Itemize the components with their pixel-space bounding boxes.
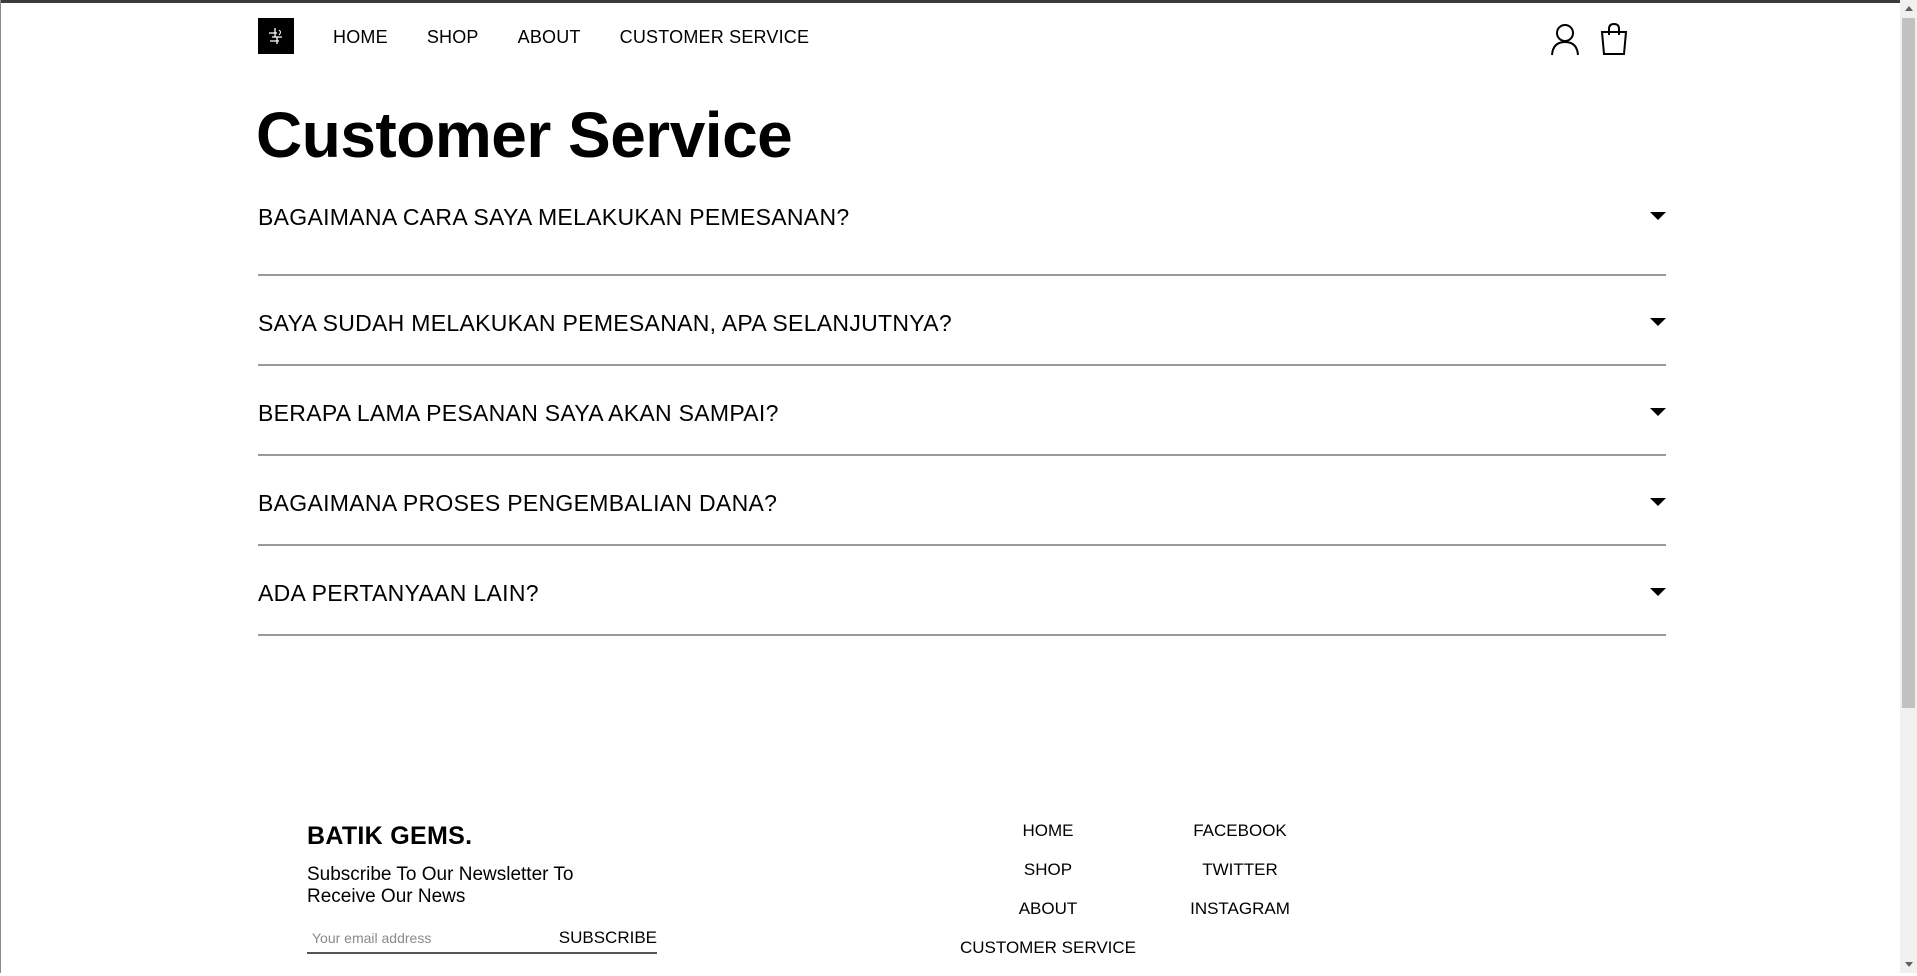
faq-item[interactable]	[258, 546, 1666, 636]
footer-links-social	[1170, 820, 1310, 937]
page-title: Customer Service	[256, 99, 793, 171]
window-top-border	[0, 0, 1917, 3]
nav-customer-service[interactable]: CUSTOMER SERVICE	[619, 27, 810, 47]
faq-item[interactable]	[258, 276, 1666, 366]
scroll-up-button[interactable]	[1900, 0, 1917, 17]
footer-link-instagram[interactable]: INSTAGRAM	[1190, 899, 1290, 918]
footer-link-customer-service[interactable]: CUSTOMER SERVICE	[959, 938, 1137, 957]
faq-item[interactable]	[258, 366, 1666, 456]
scrollbar-thumb[interactable]	[1902, 18, 1915, 708]
faq-question: BAGAIMANA CARA SAYA MELAKUKAN PEMESANAN?	[258, 204, 850, 230]
main-nav	[333, 27, 848, 48]
site-logo[interactable]	[258, 18, 294, 54]
faq-question: SAYA SUDAH MELAKUKAN PEMESANAN, APA SELANJUTNYA?	[258, 310, 952, 336]
caret-down-icon	[1650, 498, 1666, 506]
vertical-scrollbar[interactable]	[1900, 0, 1917, 973]
nav-about[interactable]: ABOUT	[517, 27, 581, 47]
faq-accordion	[258, 186, 1666, 636]
faq-item[interactable]	[258, 456, 1666, 546]
caret-down-icon	[1650, 212, 1666, 220]
faq-question: BERAPA LAMA PESANAN SAYA AKAN SAMPAI?	[258, 400, 779, 426]
batik-logo-icon	[265, 25, 287, 47]
footer-link-facebook[interactable]: FACEBOOK	[1193, 821, 1287, 840]
subscribe-button[interactable]: SUBSCRIBE	[558, 928, 657, 947]
caret-down-icon	[1650, 408, 1666, 416]
shopping-bag-icon[interactable]	[1598, 22, 1630, 56]
caret-down-icon	[1650, 318, 1666, 326]
newsletter-form	[307, 926, 657, 954]
footer-links-pages	[938, 820, 1158, 976]
window-left-border	[0, 0, 1, 973]
footer-link-home[interactable]: HOME	[1022, 821, 1074, 840]
nav-home[interactable]: HOME	[333, 27, 388, 47]
footer-link-about[interactable]: ABOUT	[1018, 899, 1078, 918]
faq-question: ADA PERTANYAAN LAIN?	[258, 580, 539, 606]
email-input[interactable]	[312, 930, 532, 946]
caret-down-icon	[1650, 588, 1666, 596]
scroll-down-button[interactable]	[1900, 956, 1917, 973]
user-icon[interactable]	[1549, 22, 1581, 56]
footer-brand: BATIK GEMS.	[307, 822, 473, 850]
nav-shop[interactable]: SHOP	[426, 27, 479, 47]
faq-question: BAGAIMANA PROSES PENGEMBALIAN DANA?	[258, 490, 778, 516]
newsletter-text: Subscribe To Our Newsletter To Receive Our News	[307, 864, 574, 907]
faq-item[interactable]	[258, 186, 1666, 276]
footer-link-shop[interactable]: SHOP	[1023, 860, 1073, 879]
footer-link-twitter[interactable]: TWITTER	[1202, 860, 1278, 879]
